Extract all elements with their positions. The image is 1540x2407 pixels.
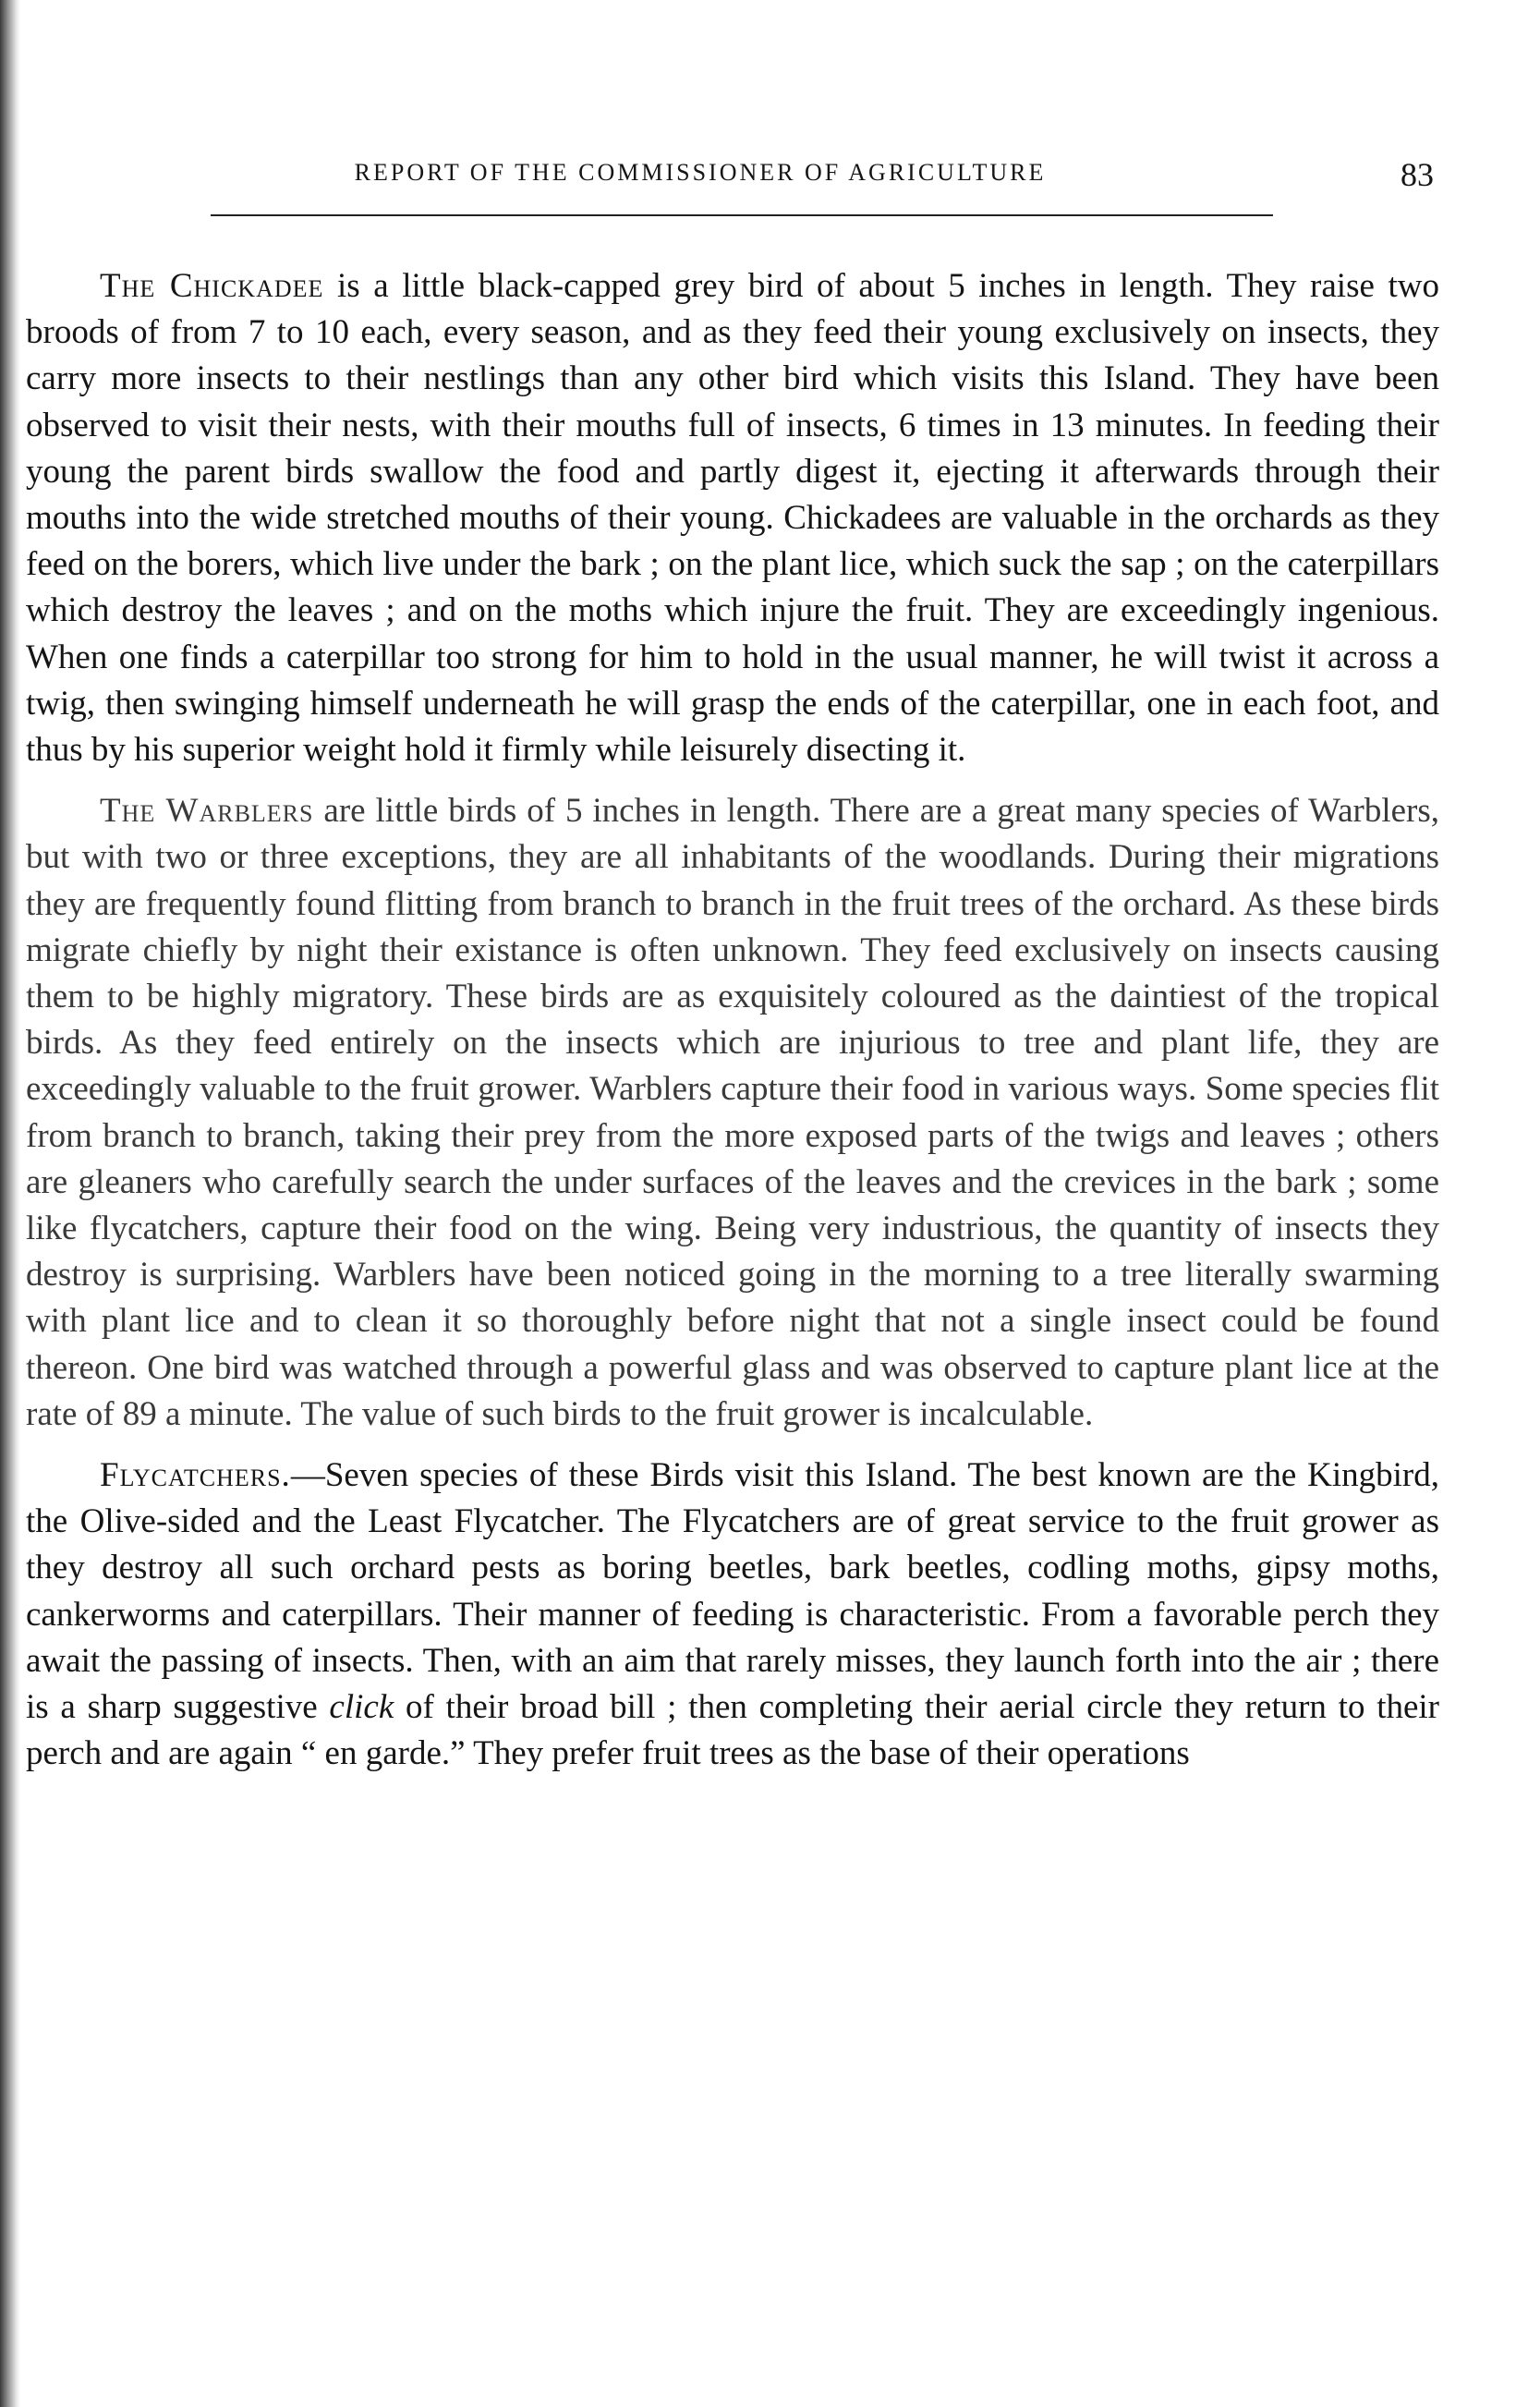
paragraph-text-warblers: are little birds of 5 inches in length. There are a great many species of Warblers, but with two or three exceptions, they are all inhabitants of the woodlands. During their migrations they are frequently found flitting from branch to branch in the fruit trees of the orchard. As these birds migrate chiefly by night their existance is often unknown. They feed exclusively on insects causing them to be highly migratory. These birds are as exquisitely coloured as the daintiest of the tropical birds. As they feed entirely on the insects which are injurious to tree and plant life, they are exceedingly valuable to the fruit grower. Warblers capture their food in various ways. Some species flit from branch to branch, taking their prey from the more exposed parts of the twigs and leaves ; others are gleaners who carefully search the under surfaces of the leaves and the crevices in the bark ; some like flycatchers, capture their food on the wing. Being very industrious, the quantity of insects they destroy is surprising. Warblers have been noticed going in the morning to a tree literally swarming with plant lice and to clean it so thoroughly before night that not a single insect could be found thereon. One bird was watched through a powerful glass and was observed to capture plant lice at the rate of 89 a minute. The value of such birds to the fruit grower is incalculable.: [26, 792, 1439, 1433]
paragraph-chickadee: [26, 263, 1439, 773]
running-head: [26, 148, 1439, 203]
header-rule: [211, 214, 1273, 216]
scan-edge: [0, 0, 20, 2407]
page-number: 83: [1401, 156, 1434, 193]
book-page: [26, 0, 1439, 2407]
paragraph-text-flycatchers-part2: of their broad bill ; then completing their aerial circle they return to their perch and are again “ en garde.” They prefer fruit trees as the base of their operations: [26, 1688, 1439, 1773]
paragraph-lead-warblers: The Warblers: [100, 792, 314, 831]
paragraph-text-chickadee: is a little black-capped grey bird of about 5 inches in length. They raise two broods of from 7 to 10 each, every season, and as they feed their young exclusively on insects, they carry more insects to their nestlings than any other bird which visits this Island. They have been observed to visit their nests, with their mouths full of insects, 6 times in 13 minutes. In feeding their young the parent birds swallow the food and partly digest it, ejecting it afterwards through their mouths into the wide stretched mouths of their young. Chickadees are valuable in the orchards as they feed on the borers, which live under the bark ; on the plant lice, which suck the sap ; on the caterpillars which destroy the leaves ; and on the moths which injure the fruit. They are exceedingly ingenious. When one finds a caterpillar too strong for him to hold in the usual manner, he will twist it across a twig, then swinging himself underneath he will grasp the ends of the caterpillar, one in each foot, and thus by his superior weight hold it firmly while leisurely disecting it.: [26, 267, 1439, 770]
paragraph-lead-flycatchers: Flycatchers.: [100, 1456, 291, 1495]
paragraph-text-flycatchers-part1: —Seven species of these Birds visit this Island. The best known are the Kingbird, the Olive-sided and the Least Flycatcher. The Flycatchers are of great service to the fruit grower as they destroy all such orchard pests as boring beetles, bark beetles, codling moths, gipsy moths, cankerworms and caterpillars. Their manner of feeding is characteristic. From a favorable perch they await the passing of insects. Then, with an aim that rarely misses, they launch forth into the air ; there is a sharp suggestive: [26, 1456, 1439, 1727]
paragraph-warblers: [26, 788, 1439, 1438]
paragraph-italic-word: click: [329, 1688, 394, 1727]
paragraph-lead-chickadee: The Chickadee: [100, 267, 324, 305]
running-title: REPORT OF THE COMMISSIONER OF AGRICULTURE: [354, 159, 1047, 186]
body-text: [26, 263, 1439, 1793]
paragraph-flycatchers: [26, 1453, 1439, 1777]
